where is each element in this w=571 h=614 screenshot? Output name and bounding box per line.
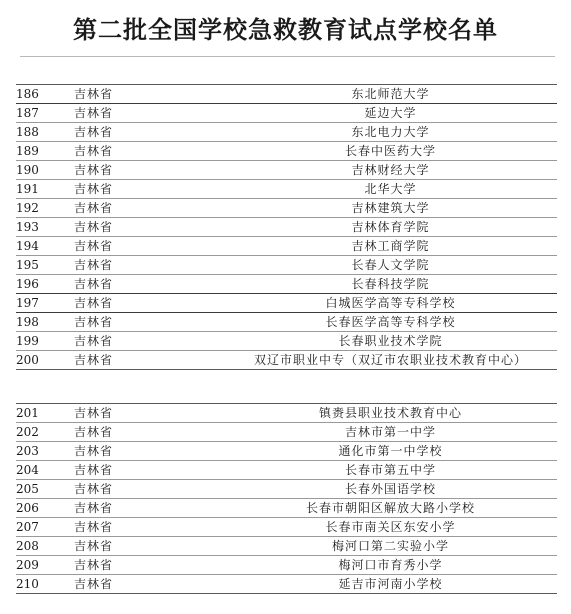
table-row [16,237,557,256]
row-school-name: 白城医学高等专科学校 [224,294,557,313]
row-number: 203 [16,442,74,461]
row-school-name: 长春职业技术学院 [224,332,557,351]
row-province: 吉林省 [74,442,224,461]
row-school-name: 镇赉县职业技术教育中心 [224,404,557,423]
table-row [16,294,557,313]
row-province: 吉林省 [74,351,224,370]
table-row [16,123,557,142]
table-row [16,351,557,370]
row-school-name: 吉林体育学院 [224,218,557,237]
page-title: 第二批全国学校急救教育试点学校名单 [73,16,498,44]
row-number: 197 [16,294,74,313]
row-province: 吉林省 [74,161,224,180]
row-number: 190 [16,161,74,180]
row-school-name: 长春中医药大学 [224,142,557,161]
row-number: 205 [16,480,74,499]
row-province: 吉林省 [74,294,224,313]
row-school-name: 长春市朝阳区解放大路小学校 [224,499,557,518]
row-school-name: 通化市第一中学校 [224,442,557,461]
row-province: 吉林省 [74,123,224,142]
row-number: 191 [16,180,74,199]
row-number: 209 [16,556,74,575]
table-row [16,461,557,480]
row-number: 202 [16,423,74,442]
row-school-name: 北华大学 [224,180,557,199]
table-row [16,332,557,351]
row-province: 吉林省 [74,404,224,423]
row-number: 200 [16,351,74,370]
table-row [16,199,557,218]
row-province: 吉林省 [74,575,224,594]
row-province: 吉林省 [74,218,224,237]
row-number: 207 [16,518,74,537]
table-row [16,518,557,537]
row-number: 199 [16,332,74,351]
row-number: 193 [16,218,74,237]
row-province: 吉林省 [74,313,224,332]
title-divider [20,56,555,57]
table-row [16,404,557,423]
school-list-table-1 [16,84,557,370]
row-school-name: 吉林市第一中学 [224,423,557,442]
row-school-name: 长春科技学院 [224,275,557,294]
row-province: 吉林省 [74,104,224,123]
table-row [16,256,557,275]
row-school-name: 延吉市河南小学校 [224,575,557,594]
table-row [16,556,557,575]
table-row [16,180,557,199]
row-number: 194 [16,237,74,256]
row-province: 吉林省 [74,537,224,556]
table-body-2 [16,404,557,594]
row-province: 吉林省 [74,199,224,218]
row-province: 吉林省 [74,85,224,104]
row-province: 吉林省 [74,423,224,442]
row-school-name: 长春市第五中学 [224,461,557,480]
row-province: 吉林省 [74,556,224,575]
row-school-name: 吉林建筑大学 [224,199,557,218]
table-row [16,423,557,442]
table-row [16,85,557,104]
table-body-1 [16,85,557,370]
row-province: 吉林省 [74,180,224,199]
table-row [16,104,557,123]
row-school-name: 东北师范大学 [224,85,557,104]
row-school-name: 长春市南关区东安小学 [224,518,557,537]
row-school-name: 东北电力大学 [224,123,557,142]
row-number: 187 [16,104,74,123]
row-school-name: 双辽市职业中专（双辽市农职业技术教育中心） [224,351,557,370]
table-row [16,442,557,461]
table-row [16,142,557,161]
row-province: 吉林省 [74,142,224,161]
row-school-name: 梅河口市育秀小学 [224,556,557,575]
row-province: 吉林省 [74,480,224,499]
row-number: 198 [16,313,74,332]
table-row [16,480,557,499]
row-province: 吉林省 [74,332,224,351]
row-province: 吉林省 [74,461,224,480]
row-number: 204 [16,461,74,480]
row-province: 吉林省 [74,275,224,294]
school-list-table-2 [16,403,557,594]
row-number: 210 [16,575,74,594]
row-province: 吉林省 [74,256,224,275]
table-row [16,575,557,594]
table-row [16,161,557,180]
row-province: 吉林省 [74,518,224,537]
row-number: 195 [16,256,74,275]
row-number: 189 [16,142,74,161]
row-number: 192 [16,199,74,218]
row-number: 208 [16,537,74,556]
table-row [16,218,557,237]
row-number: 201 [16,404,74,423]
row-province: 吉林省 [74,237,224,256]
row-number: 196 [16,275,74,294]
row-number: 188 [16,123,74,142]
row-province: 吉林省 [74,499,224,518]
row-school-name: 长春人文学院 [224,256,557,275]
table-row [16,499,557,518]
row-school-name: 延边大学 [224,104,557,123]
row-school-name: 吉林工商学院 [224,237,557,256]
table-row [16,313,557,332]
row-school-name: 梅河口第二实验小学 [224,537,557,556]
row-number: 206 [16,499,74,518]
row-school-name: 长春医学高等专科学校 [224,313,557,332]
table-row [16,537,557,556]
row-school-name: 吉林财经大学 [224,161,557,180]
row-number: 186 [16,85,74,104]
table-row [16,275,557,294]
row-school-name: 长春外国语学校 [224,480,557,499]
